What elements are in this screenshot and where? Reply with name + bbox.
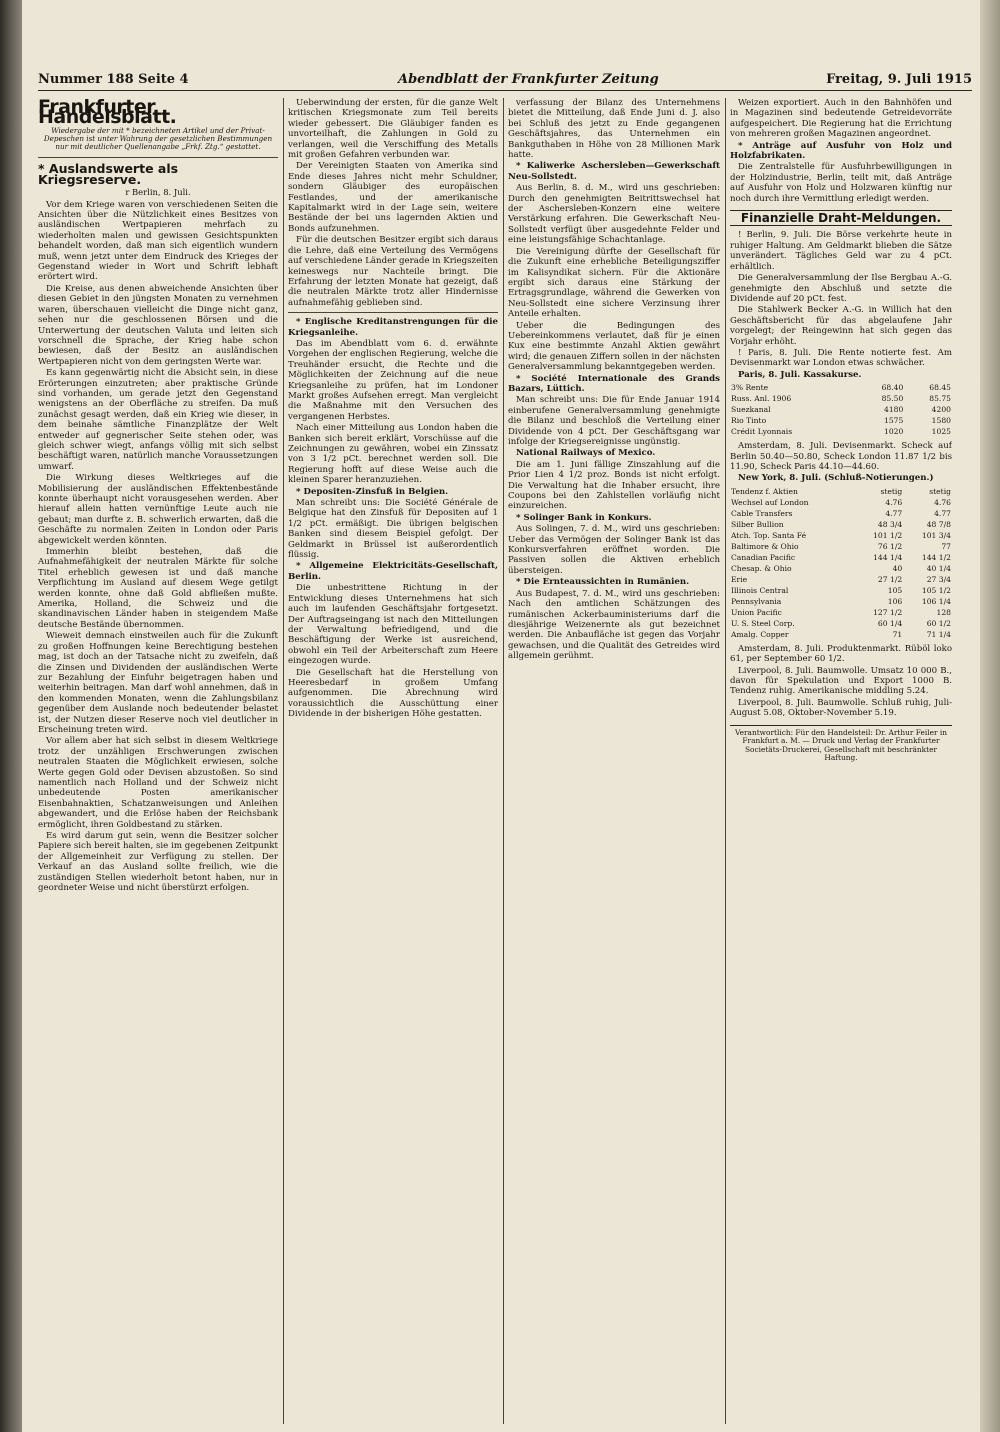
paragraph: Die Wirkung dieses Weltkrieges auf die Mobilisierung der ausländischen Effektenbestände konnte überhaupt nicht vorausgesehen werden. Aber hierauf allein hatten vernünftige Leute auch nie gebaut; man durfte z. B. schwerlich erwarten, daß die Geschäfte zu normalen Zeiten in London oder Paris abgewickelt werden könnten. [38, 473, 278, 546]
paragraph: Vor dem Kriege waren von verschiedenen Seiten die Ansichten über die Nützlichkeit eines Besitzes von ausländischen Wertpapieren mehrfach zu wiederholten malen und gewissen Gesichtspunkten behandelt worden, daß man sich eigentlich wundern muß, wenn jetzt unter dem Eindruck des Krieges der Gegenstand wieder in Wort und Schrift lebhaft erörtert wird. [38, 199, 278, 283]
quote-value: 144 1/2 [921, 552, 951, 562]
quote-row [730, 585, 952, 596]
column-1 [38, 98, 278, 1424]
paragraph: Man schreibt uns: Die Société Générale de Belgique hat den Zinsfuß für Depositen auf 1 1/2 pCt. ermäßigt. Die übrigen belgischen Banken sind diesem Beispiel gefolgt. Der Geldmarkt in Brüssel ist außerordentlich flüssig. [288, 498, 498, 561]
quote-value: 60 1/4 [877, 618, 903, 628]
paragraph: Ueberwindung der ersten, für die ganze Welt kritischen Kriegsmonate zum Teil bereits wieder gebessert. Die Gläubiger fanden es unvorteilhaft, die Zahlungen in Gold zu verlangen, weil die Verschiffung des Metalls mit großen Gefahren verbunden war. [288, 98, 498, 161]
paragraph: Es kann gegenwärtig nicht die Absicht sein, in diese Erörterungen einzutreten; aber praktische Gründe sind vorhanden, um gerade jetzt den Gegenstand wenigstens an der Oberfläche zu streifen. Da muß zunächst gesagt werden, daß ein Krieg wie dieser, in dem beinahe sämtliche Finanzplätze der Welt entweder auf gegnerischer Seite stehen oder, was gleich schwer wiegt, anfangs völlig mit sich selbst beschäftigt waren, natürlich manche Voraussetzungen umwarf. [38, 368, 278, 472]
column-rule [283, 98, 284, 1424]
quote-row [730, 486, 952, 497]
paragraph: Nach einer Mitteilung aus London haben die Banken sich bereit erklärt, Vorschüsse auf die Zeichnungen zu gewähren, wobei ein Zinssatz von 3 1/2 pCt. berechnet werden soll. Die Regierung hofft auf diese Weise auch die kleinen Sparer heranzuziehen. [288, 423, 498, 486]
quote-row [730, 618, 952, 629]
quote-table-title: Paris, 8. Juli. Kassakurse. [738, 369, 862, 380]
article-title: * Solinger Bank in Konkurs. [516, 512, 652, 523]
quote-value: 68.45 [929, 383, 951, 393]
security-name: 3% Rente [731, 383, 769, 393]
security-name: Canadian Pacific [731, 552, 796, 562]
security-name: Atch. Top. Santa Fé [731, 530, 807, 540]
newyork-quote-table [730, 486, 952, 640]
divider [38, 157, 278, 158]
paragraph: verfassung der Bilanz des Unternehmens bietet die Mitteilung, daß Ende Juni d. J. also bei Schluß des jetzt zu Ende gegangenen Geschäftsjahres, das Unternehmen ein Bankguthaben in Höhe von 28 Millionen Mark hatte. [508, 98, 720, 161]
quote-value: 40 [892, 563, 903, 573]
paragraph: Es wird darum gut sein, wenn die Besitzer solcher Papiere sich bereit halten, sie im gegebenen Zeitpunkt der Allgemeinheit zur Verfügung zu stellen. Der Verkauf an das Ausland sollte freilich, wie die zuständigen Stellen wiederholt betont haben, nur in geordneter Weise und nicht überstürzt erfolgen. [38, 831, 278, 894]
quote-value: 1575 [883, 416, 904, 426]
quote-value: 101 3/4 [921, 530, 951, 540]
quote-row [730, 497, 952, 508]
quote-value: stetig [880, 486, 903, 496]
masthead-note: Wiedergabe der mit * bezeichneten Artikel und der Privat-Depeschen ist unter Wahrung der gesetzlichen Bestimmungen nur mit deutlicher Quellenangabe „Frkf. Ztg.“ gestattet. [43, 125, 273, 152]
paragraph: Die Gesellschaft hat die Herstellung von Heeresbedarf in großem Umfang aufgenommen. Die Abrechnung wird voraussichtlich die Ausschüttung einer Dividende in der bisherigen Höhe gestatten. [288, 667, 498, 720]
paragraph: Aus Berlin, 8. d. M., wird uns geschrieben: Durch den genehmigten Beitrittswechsel hat der Aschersleben-Konzern eine weitere Verstärkung erfahren. Die Gewerkschaft Neu-Sollstedt verfügt über ausgedehnte Felder und eine leistungsfähige Schachtanlage. [508, 183, 720, 246]
page-edge [980, 0, 1000, 1432]
security-name: U. S. Steel Corp. [731, 618, 795, 628]
security-name: Illinois Central [731, 585, 789, 595]
paragraph: Die Kreise, aus denen abweichende Ansichten über diesen Gebiet in den jüngsten Monaten zu vernehmen waren, überschauen vielleicht die Dinge nicht ganz, sehen nur die geschlossenen Börsen und die Unterwertung der deutschen Valuta und leiten sich vorschnell die Sprache, der Krieg habe schon bewiesen, daß der Besitz an ausländischen Wertpapieren nicht von dem geringsten Werte war. [38, 283, 278, 367]
paragraph: Immerhin bleibt bestehen, daß die Aufnahmefähigkeit der neutralen Märkte für solche Titel erheblich gewesen ist und daß manche Verpflichtung im Ausland auf diesem Wege getilgt werden konnte, ohne daß Gold abfließen mußte. Amerika, Holland, die Schweiz und die skandinavischen Länder haben in steigendem Maße deutsche Bestände übernommen. [38, 547, 278, 630]
wire-report: Amsterdam, 8. Juli. Devisenmarkt. Scheck auf Berlin 50.40—50.80, Scheck London 11.87 1/2 bis 11.90, Scheck Paris 44.10—44.60. [730, 441, 952, 472]
security-name: Amalg. Copper [731, 629, 789, 639]
article-title: * Société Internationale des Grands Bazars, Lüttich. [508, 373, 720, 394]
quote-value: 128 [936, 607, 951, 617]
paragraph: Ueber die Bedingungen des Uebereinkommens verlautet, daß für je einen Kux eine bestimmte Anzahl Aktien gewährt wird; die genauen Ziffern sollen in der nächsten Generalversammlung bekanntgegeben werden. [508, 320, 720, 373]
paragraph: Der Vereinigten Staaten von Amerika sind Ende dieses Jahres nicht mehr Schuldner, sondern Gläubiger des europäischen Festlandes, und der amerikanische Kapitalmarkt wird in der Lage sein, weitere Bestände der bei uns lagernden Aktien und Bonds aufzunehmen. [288, 161, 498, 234]
quote-value: 4200 [931, 405, 951, 415]
quote-value: 4.76 [885, 497, 903, 507]
quote-row [730, 563, 952, 574]
quote-row [730, 552, 952, 563]
newspaper-title: Abendblatt der Frankfurter Zeitung [398, 72, 659, 87]
wire-report: ! Paris, 8. Juli. Die Rente notierte fest. Am Devisenmarkt war London etwas schwächer. [730, 347, 952, 369]
quote-table-title: New York, 8. Juli. (Schluß-Notierungen.) [738, 473, 934, 484]
column-2 [288, 98, 498, 1424]
paragraph: Die Zentralstelle für Ausfuhrbewilligungen in der Holzindustrie, Berlin, teilt mit, daß Anträge auf Ausfuhr von Holz und Holzwaren künftig nur noch durch ihre Vermittlung erledigt werden. [730, 162, 952, 204]
security-name: Baltimore & Ohio [731, 541, 799, 551]
wire-report: ! Berlin, 9. Juli. Die Börse verkehrte heute in ruhiger Haltung. Am Geldmarkt blieben die Sätze unverändert. Tägliches Geld war zu 4 pCt. erhältlich. [730, 230, 952, 272]
paragraph: Die Vereinigung dürfte der Gesellschaft für die Zukunft eine erhebliche Beteiligungsziffer im Kalisyndikat sichern. Für die Aktionäre ergibt sich daraus eine Stärkung der Ertragsgrundlage, während die Gewerken von Neu-Sollstedt eine sichere Verzinsung ihrer Anteile erhalten. [508, 246, 720, 320]
quote-value: 101 1/2 [873, 530, 903, 540]
wire-reports-heading: Finanzielle Draht-Meldungen. [730, 210, 952, 226]
article-title: * Die Ernteaussichten in Rumänien. [516, 577, 690, 588]
quote-value: 4180 [883, 405, 904, 415]
security-name: Cable Transfers [731, 508, 793, 518]
quote-value: 4.76 [934, 497, 951, 507]
quote-value: 71 [892, 629, 903, 639]
quote-value: 1020 [883, 427, 904, 437]
security-name: Union Pacific [731, 607, 782, 617]
wire-report: Die Stahlwerk Becker A.-G. in Willich hat den Geschäftsbericht für das abgelaufene Jahr vorgelegt; der Reingewinn hat sich gegen das Vorjahr erhöht. [730, 305, 952, 347]
quote-row [730, 519, 952, 530]
quote-row [730, 574, 952, 585]
column-rule [503, 98, 504, 1424]
article-title: * Depositen-Zinsfuß in Belgien. [296, 486, 449, 497]
quote-value: 144 1/4 [873, 552, 903, 562]
security-name: Silber Bullion [731, 519, 784, 529]
paragraph: Für die deutschen Besitzer ergibt sich daraus die Lehre, daß eine Verteilung des Vermögens auf verschiedene Länder gerade in Kriegszeiten keineswegs nur Nachteile bringt. Die Erfahrung der letzten Monate hat gezeigt, daß die neutralen Märkte trotz aller Hindernisse aufnahmefähig geblieben sind. [288, 235, 498, 308]
quote-value: 4.77 [885, 508, 903, 518]
quote-value: 68.40 [881, 383, 904, 393]
security-name: Russ. Anl. 1906 [731, 394, 792, 404]
quote-value: 77 [941, 541, 951, 551]
paragraph: Die unbestrittene Richtung in der Entwicklung dieses Unternehmens hat sich auch im laufenden Geschäftsjahr fortgesetzt. Der Auftragseingang ist nach den Mitteilungen der Verwaltung befriedigend, und die Beschäftigung der Werke ist ausreichend, obwohl ein Teil der Arbeiterschaft zum Heere eingezogen wurde. [288, 583, 498, 667]
quote-value: 60 1/2 [926, 618, 951, 628]
quote-row [730, 426, 952, 437]
quote-row [730, 393, 952, 404]
running-header [38, 70, 972, 91]
issue-page-number: Nummer 188 Seite 4 [38, 72, 189, 87]
quote-value: 48 3/4 [877, 519, 903, 529]
quote-value: 105 [887, 585, 903, 595]
quote-row [730, 382, 952, 393]
quote-value: 76 1/2 [877, 541, 903, 551]
article-title: * Allgemeine Elektricitäts-Gesellschaft, Berlin. [288, 561, 498, 582]
quote-value: 48 7/8 [926, 519, 951, 529]
quote-value: 71 1/4 [926, 629, 951, 639]
article-title: National Railways of Mexico. [516, 448, 656, 459]
section-masthead: Frankfurter Handelsblatt. [38, 98, 177, 129]
security-name: Erie [731, 574, 748, 584]
security-name: Wechsel auf London [731, 497, 809, 507]
security-name: Rio Tinto [731, 416, 767, 426]
quote-value: 4.77 [934, 508, 951, 518]
paragraph: Das im Abendblatt vom 6. d. erwähnte Vorgehen der englischen Regierung, welche die Treuhänder ersucht, die Rechte und die Möglichkeiten der Zeichnung auf die neue Kriegsanleihe zu prüfen, hat im Londoner Markt großes Aufsehen erregt. Man vergleicht die Maßnahme mit den Versuchen des vergangenen Herbstes. [288, 338, 498, 422]
article-title: * Anträge auf Ausfuhr von Holz und Holzfabrikaten. [730, 140, 952, 162]
paris-quote-table [730, 382, 952, 437]
security-name: Pennsylvania [731, 596, 782, 606]
article-title: * Kaliwerke Aschersleben—Gewerkschaft Neu-Sollstedt. [508, 161, 720, 182]
paragraph: Wieweit demnach einstweilen auch für die Zukunft zu großen Hoffnungen keine Berechtigung bestehen mag, ist doch an der Tatsache nicht zu zweifeln, daß die Zinsen und Dividenden der ausländischen Werte zur Bezahlung der Einfuhr beigetragen haben und weiterhin beitragen. Man darf wohl annehmen, daß in den kommenden Monaten, wenn die Zahlungsbilanz gegenüber dem Auslande noch bedeutender belastet ist, der Nutzen dieser Reserve noch viel deutlicher in Erscheinung treten wird. [38, 631, 278, 735]
quote-value: 1580 [931, 416, 951, 426]
quote-value: 1025 [931, 427, 951, 437]
quote-row [730, 530, 952, 541]
paragraph: Weizen exportiert. Auch in den Bahnhöfen und in Magazinen sind bedeutende Getreidevorräte aufgespeichert. Die Regierung hat die Errichtung von mehreren großen Magazinen angeordnet. [730, 98, 952, 140]
imprint-footer: Verantwortlich: Für den Handelsteil: Dr. Arthur Feiler in Frankfurt a. M. — Druck und Verlag der Frankfurter Societäts-Druckerei, Gesellschaft mit beschränkter Haftung. [730, 725, 952, 763]
column-4 [730, 98, 952, 1424]
quote-row [730, 607, 952, 618]
quote-value: stetig [929, 486, 951, 496]
article-title: * Englische Kreditanstrengungen für die Kriegsanleihe. [288, 317, 498, 338]
quote-value: 40 1/4 [926, 563, 951, 573]
market-report: Liverpool, 8. Juli. Baumwolle. Schluß ruhig, Juli-August 5.08, Oktober-November 5.19. [730, 697, 952, 719]
security-name: Suezkanal [731, 405, 771, 415]
quote-value: 85.75 [929, 394, 951, 404]
quote-value: 85.50 [881, 394, 904, 404]
market-report: Amsterdam, 8. Juli. Produktenmarkt. Rüböl loko 61, per September 60 1/2. [730, 643, 952, 665]
quote-row [730, 508, 952, 519]
article-title: * Auslandswerte als Kriegsreserve. [38, 161, 179, 187]
paragraph: Die am 1. Juni fällige Zinszahlung auf die Prior Lien 4 1/2 proz. Bonds ist nicht erfolgt. Die Verwaltung hat die Inhaber ersucht, ihre Coupons bei den Zahlstellen vorläufig nicht einzureichen. [508, 459, 720, 512]
paragraph: Man schreibt uns: Die für Ende Januar 1914 einberufene Generalversammlung genehmigte die Bilanz und beschloß die Verteilung einer Dividende von 4 pCt. Der Geschäftsgang war infolge der Kriegsereignisse ungünstig. [508, 395, 720, 447]
divider [288, 312, 498, 313]
security-name: Crédit Lyonnais [731, 427, 793, 437]
quote-row [730, 541, 952, 552]
security-name: Chesap. & Ohio [731, 563, 792, 573]
quote-value: 106 1/4 [921, 596, 951, 606]
quote-value: 127 1/2 [873, 607, 903, 617]
column-rule [725, 98, 726, 1424]
wire-report: Die Generalversammlung der Ilse Bergbau A.-G. genehmigte den Abschluß und setzte die Dividende auf 20 pCt. fest. [730, 273, 952, 304]
quote-row [730, 596, 952, 607]
quote-value: 106 [887, 596, 903, 606]
paragraph: Aus Budapest, 7. d. M., wird uns geschrieben: Nach den amtlichen Schätzungen des rumänischen Ackerbauministeriums darf die diesjährige Weizenernte als gut bezeichnet werden. Die Anbaufläche ist gegen das Vorjahr gewachsen, und die Qualität des Getreides wird allgemein gerühmt. [508, 588, 720, 662]
issue-date: Freitag, 9. Juli 1915 [826, 72, 972, 87]
quote-row [730, 415, 952, 426]
paragraph: Aus Solingen, 7. d. M., wird uns geschrieben: Ueber das Vermögen der Solinger Bank ist das Konkursverfahren eröffnet worden. Die Passiven sollen die Aktiven erheblich übersteigen. [508, 524, 720, 576]
security-name: Tendenz f. Aktien [731, 486, 798, 496]
quote-row [730, 629, 952, 640]
book-spine [0, 0, 22, 1432]
quote-value: 27 1/2 [877, 574, 903, 584]
market-report: Liverpool, 8. Juli. Baumwolle. Umsatz 10 000 B., davon für Spekulation und Export 1000 B. Tendenz ruhig. Amerikanische middling 5.24. [730, 665, 952, 697]
quote-value: 27 3/4 [926, 574, 951, 584]
column-3 [508, 98, 720, 1424]
dateline: r Berlin, 8. Juli. [125, 187, 191, 198]
paragraph: Vor allem aber hat sich selbst in diesem Weltkriege trotz der unzähligen Erschwerungen zwischen neutralen Staaten die Möglichkeit erwiesen, solche Werte gegen Gold oder Devisen abzustoßen. So sind namentlich nach Holland und der Schweiz nicht unbedeutende Posten amerikanischer Eisenbahnaktien, Schatzanweisungen und Anleihen abgewandert, und die Erlöse haben der Reichsbank ermöglicht, ihren Goldbestand zu stärken. [38, 736, 278, 830]
quote-row [730, 404, 952, 415]
quote-value: 105 1/2 [921, 585, 951, 595]
